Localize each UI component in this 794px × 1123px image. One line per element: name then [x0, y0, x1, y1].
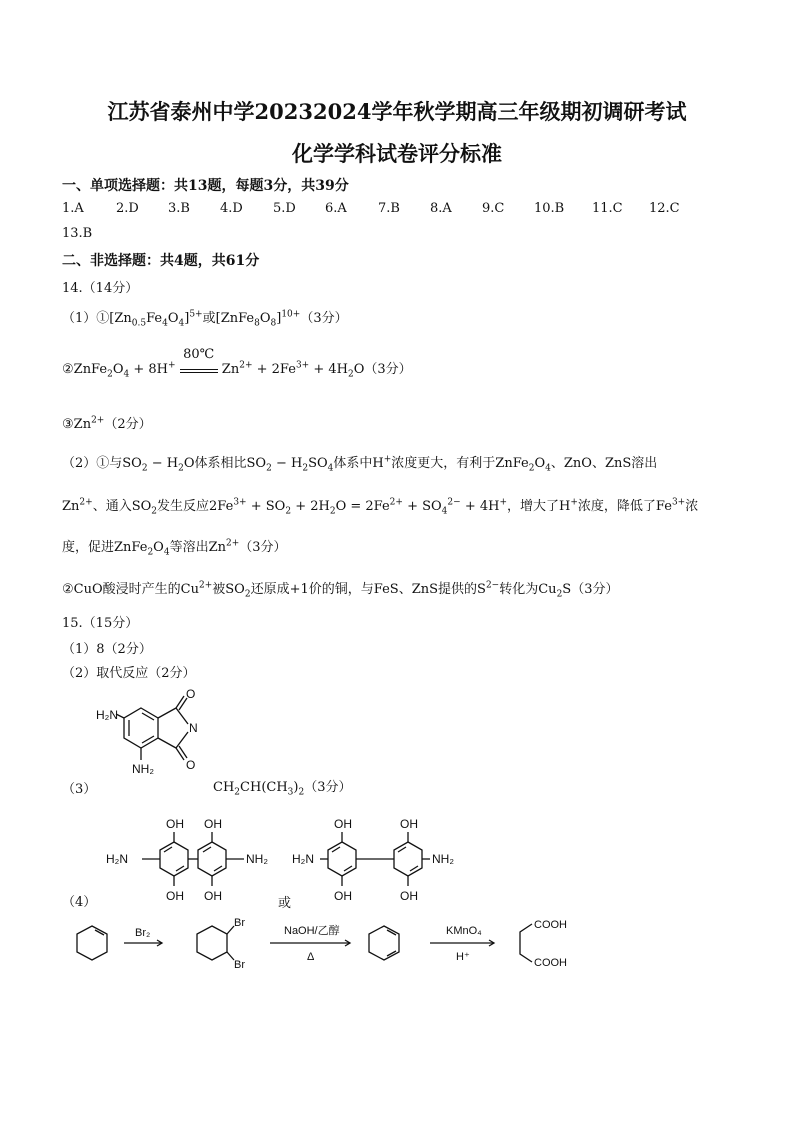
- document-subtitle: 化学学科试卷评分标准: [292, 141, 502, 166]
- synthesis-route-diagram: [62, 912, 582, 976]
- q14-part2-2: ②CuO酸浸时产生的$Cu^{2+}$被$SO_2$还原成+1价的铜，与FeS、ZnS提供的$S^{2-}$转化为$Cu_2S(3$分）: [62, 580, 619, 600]
- section-2-heading: 二、非选择题：共4题，共61分: [62, 253, 260, 269]
- hydroxyl-label: OH: [334, 889, 352, 903]
- condition-acid: H⁺: [456, 951, 470, 963]
- answer-7: 7.B: [378, 201, 400, 216]
- q15-answer-2: （2）取代反应（2分）: [62, 666, 196, 681]
- q15-3-label: （3）: [62, 782, 97, 797]
- amino-label: H₂N: [292, 852, 314, 866]
- q15-answer-1: （1）8（2分）: [62, 642, 152, 657]
- hydroxyl-label: OH: [166, 817, 184, 831]
- answer-9: 9.C: [482, 201, 505, 216]
- nitrogen-label: N: [189, 721, 198, 735]
- answer-12: 12.C: [649, 201, 680, 216]
- hydroxyl-label: OH: [400, 889, 418, 903]
- q15-4-or: 或: [278, 896, 292, 911]
- reagent-naoh-ethanol: NaOH/乙醇: [284, 925, 340, 937]
- amino-label: H₂N: [106, 852, 128, 866]
- oxygen-label-bottom: O: [186, 758, 196, 772]
- hydroxyl-label: OH: [204, 889, 222, 903]
- q15-4-structure-1: [104, 814, 284, 906]
- amino-label: NH₂: [432, 852, 454, 866]
- section-1-heading: 一、单项选择题：共13题，每题3分，共39分: [62, 178, 349, 194]
- q15-4-structure-2: [292, 814, 472, 906]
- hydroxyl-label: OH: [334, 817, 352, 831]
- q15-3-substituent: $CH_2CH(CH_3)_2(3$分）: [213, 780, 352, 798]
- amino-label-bottom: NH₂: [132, 762, 154, 776]
- amino-label-top: H₂N: [96, 708, 118, 722]
- answer-10: 10.B: [534, 201, 565, 216]
- bromine-label: Br: [234, 959, 245, 971]
- q14-part2-line1: （2）①与$SO_2 - H_2O$体系相比$SO_2 - H_2SO_4$体系中H+浓度更大，有利于$ZnFe_2O_4$、ZnO、ZnS溶出: [62, 454, 658, 474]
- cyclohexene-ring: [77, 926, 107, 960]
- q14-part2-line2: $Zn^{2+}$、通入$SO_2$发生反应$2Fe^{3+} + SO_2 + 2H_2O = 2Fe^{2+} + SO_4^{2-} + 4H^+$，增大了H+浓度，降低了$Fe^{3+}$浓: [62, 497, 699, 517]
- reagent-br2: Br₂: [135, 927, 151, 939]
- answer-2: 2.D: [116, 201, 139, 216]
- hydroxyl-label: OH: [400, 817, 418, 831]
- hydroxyl-label: OH: [166, 889, 184, 903]
- condition-heat: Δ: [307, 951, 315, 963]
- q15-4-label: （4）: [62, 895, 97, 910]
- carboxyl-label: COOH: [534, 957, 567, 969]
- q15-header: 15.（15分）: [62, 616, 139, 631]
- cyclohexadiene-ring: [369, 926, 399, 960]
- q15-3-structure-diagram: [96, 688, 216, 788]
- q14-part3: $③Zn^{2+}(2$分）: [62, 415, 152, 432]
- answer-1: 1.A: [62, 201, 84, 216]
- reaction-condition: 80℃: [183, 347, 215, 362]
- hydroxyl-label: OH: [204, 817, 222, 831]
- q14-part2-line3: 度，促进$ZnFe_2O_4$等溶出$Zn^{2+}(3$分）: [62, 538, 287, 558]
- amino-label: NH₂: [246, 852, 268, 866]
- oxygen-label-top: O: [186, 688, 196, 701]
- bromine-label: Br: [234, 917, 245, 929]
- answer-11: 11.C: [592, 201, 623, 216]
- answer-5: 5.D: [273, 201, 296, 216]
- answer-8: 8.A: [430, 201, 452, 216]
- answer-6: 6.A: [325, 201, 347, 216]
- answer-4: 4.D: [220, 201, 243, 216]
- document-title: 江苏省泰州中学20232024学年秋学期高三年级期初调研考试: [107, 99, 687, 124]
- q14-header: 14.（14分）: [62, 281, 139, 296]
- q14-equation: $②ZnFe_2O_4 + 8H^+$ 80℃ $Zn^{2+} + 2Fe^{3+} + 4H_2O(3$分）: [62, 347, 412, 380]
- answer-13: 13.B: [62, 226, 93, 241]
- answer-3: 3.B: [168, 201, 190, 216]
- reagent-kmno4: KMnO₄: [446, 925, 482, 937]
- dibromocyclohexane-ring: [197, 926, 227, 960]
- carboxyl-label: COOH: [534, 919, 567, 931]
- q14-part1: $(1)①[Zn_{0.5}Fe_4O_4]^{5+}$或$[ZnFe_8O_8]^{10+}(3$分）: [62, 309, 348, 329]
